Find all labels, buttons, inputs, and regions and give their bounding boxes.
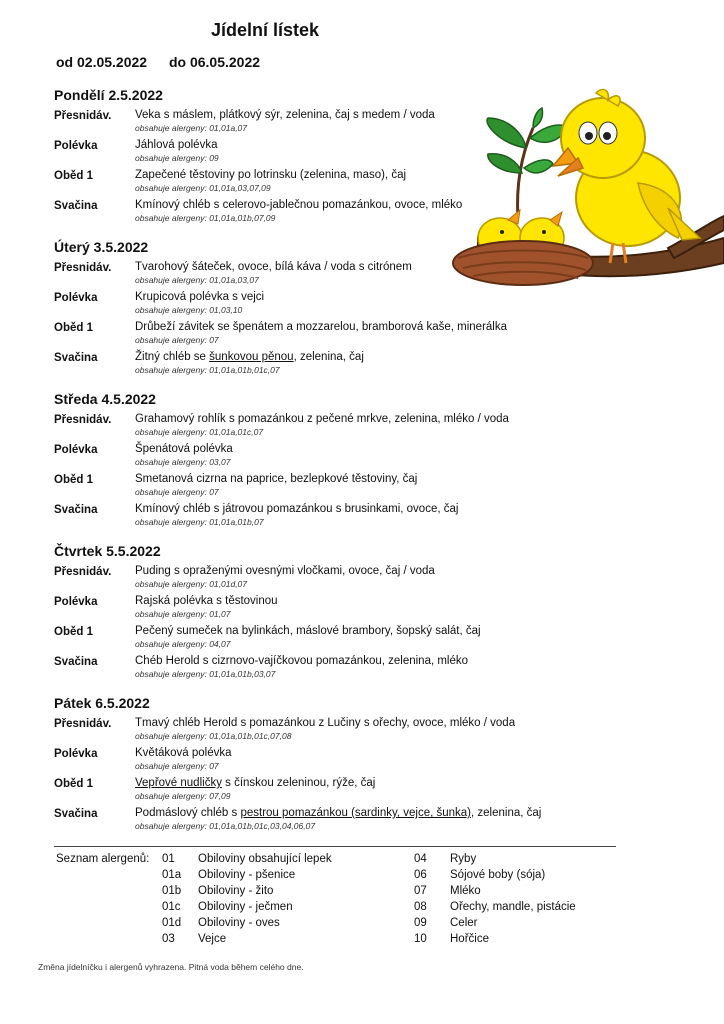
meal-allergens: obsahuje alergeny: 01,01a,01b,07,09: [135, 213, 276, 223]
day-block-thursday: [54, 543, 614, 685]
legend-code: 09: [414, 917, 427, 929]
day-title: Středa 4.5.2022: [54, 391, 156, 407]
meal-text: [135, 351, 364, 363]
meal-allergens: obsahuje alergeny: 04,07: [135, 639, 231, 649]
legend-name: Ořechy, mandle, pistácie: [450, 901, 576, 913]
meal-label: Oběd 1: [54, 474, 93, 486]
legend-label: Seznam alergenů:: [56, 853, 150, 865]
meal-allergens: obsahuje alergeny: 01,01a,01b,01c,03,04,06,07: [135, 821, 316, 831]
legend-code: 01b: [162, 885, 182, 897]
meal-text-part: , zelenina, čaj: [293, 351, 364, 363]
meal-label: Přesnidáv.: [54, 262, 112, 274]
legend-code: 08: [414, 901, 427, 913]
legend-column-1: [162, 853, 332, 949]
meal-text: [135, 777, 375, 789]
meal-text: Kmínový chléb s celerovo-jablečnou pomazánkou, ovoce, mléko: [135, 199, 463, 211]
meal-allergens: obsahuje alergeny: 01,03,10: [135, 305, 243, 315]
meal-label: Přesnidáv.: [54, 110, 112, 122]
meal-row: [54, 655, 614, 685]
meal-label: Oběd 1: [54, 322, 93, 334]
meal-text: Chéb Herold s cizrnovo-vajíčkovou pomazánkou, zelenina, mléko: [135, 655, 469, 667]
legend-name: Obiloviny obsahující lepek: [198, 853, 332, 865]
meal-text: Zapečené těstoviny po lotrinsku (zelenina, maso), čaj: [135, 169, 407, 181]
legend-code: 01a: [162, 869, 182, 881]
meal-allergens: obsahuje alergeny: 01,01a,03,07,09: [135, 183, 271, 193]
legend-item: [162, 917, 332, 933]
legend-item: [162, 869, 332, 885]
meal-label: Polévka: [54, 444, 98, 456]
meal-label: Polévka: [54, 748, 98, 760]
meal-label: Svačina: [54, 808, 98, 820]
meal-allergens: obsahuje alergeny: 07,09: [135, 791, 231, 801]
meal-row: [54, 503, 614, 533]
meal-allergens: obsahuje alergeny: 01,01d,07: [135, 579, 248, 589]
legend-name: Hořčice: [450, 933, 489, 945]
meal-row: [54, 291, 614, 321]
bird-nest-illustration: [438, 88, 724, 293]
legend-code: 07: [414, 885, 427, 897]
meal-text: Krupicová polévka s vejci: [135, 291, 265, 303]
meal-allergens: obsahuje alergeny: 01,01a,03,07: [135, 275, 259, 285]
meal-text: Jáhlová polévka: [135, 139, 218, 151]
legend-item: [414, 885, 576, 901]
legend-name: Mléko: [450, 885, 481, 897]
legend-divider: [54, 846, 616, 847]
meal-allergens: obsahuje alergeny: 01,01a,01c,07: [135, 427, 264, 437]
day-title: Úterý 3.5.2022: [54, 239, 149, 255]
meal-allergens: obsahuje alergeny: 01,07: [135, 609, 231, 619]
legend-column-2: [414, 853, 576, 949]
meal-allergens: obsahuje alergeny: 07: [135, 761, 219, 771]
meal-text-part: s čínskou zeleninou, rýže, čaj: [221, 777, 376, 789]
legend-item: [414, 933, 576, 949]
legend-code: 06: [414, 869, 427, 881]
legend-name: Vejce: [198, 933, 227, 945]
page-title: Jídelní lístek: [210, 20, 320, 40]
meal-row: [54, 321, 614, 351]
meal-allergens: obsahuje alergeny: 03,07: [135, 457, 231, 467]
meal-label: Svačina: [54, 656, 98, 668]
legend-item: [162, 933, 332, 949]
legend-name: Ryby: [450, 853, 477, 865]
meal-allergens: obsahuje alergeny: 01,01a,01b,03,07: [135, 669, 276, 679]
legend-item: [162, 901, 332, 917]
legend-name: Obiloviny - ječmen: [198, 901, 293, 913]
meal-allergens: obsahuje alergeny: 01,01a,01b,01c,07: [135, 365, 280, 375]
meal-allergens: obsahuje alergeny: 07: [135, 335, 219, 345]
legend-item: [414, 917, 576, 933]
date-range: [56, 54, 278, 70]
meal-allergens: obsahuje alergeny: 01,01a,07: [135, 123, 248, 133]
legend-item: [414, 901, 576, 917]
meal-row: [54, 473, 614, 503]
meal-label: Polévka: [54, 596, 98, 608]
meal-label: Oběd 1: [54, 778, 93, 790]
meal-text-underlined: pestrou pomazánkou (sardinky, vejce, šunka): [240, 807, 472, 819]
legend-code: 01c: [162, 901, 181, 913]
meal-allergens: obsahuje alergeny: 01,01a,01b,01c,07,08: [135, 731, 292, 741]
meal-text: Květáková polévka: [135, 747, 232, 759]
meal-row: [54, 717, 614, 747]
meal-text-part: Žitný chléb se: [135, 351, 210, 363]
meal-row: [54, 595, 614, 625]
meal-row: [54, 777, 614, 807]
meal-label: Oběd 1: [54, 626, 93, 638]
meal-text-underlined: šunkovou pěnou: [209, 351, 294, 363]
legend-item: [414, 853, 576, 869]
day-title: Pátek 6.5.2022: [54, 695, 150, 711]
meal-label: Svačina: [54, 352, 98, 364]
legend-item: [162, 885, 332, 901]
legend-code: 01: [162, 853, 175, 865]
meal-text: Grahamový rohlík s pomazánkou z pečené mrkve, zelenina, mléko / voda: [135, 413, 509, 425]
meal-row: [54, 747, 614, 777]
legend-name: Sójové boby (sója): [450, 869, 546, 881]
meal-text: Tmavý chléb Herold s pomazánkou z Lučiny s ořechy, ovoce, mléko / voda: [135, 717, 516, 729]
date-to: do 06.05.2022: [168, 54, 261, 70]
meal-row: [54, 443, 614, 473]
meal-text: Špenátová polévka: [135, 443, 233, 455]
meal-label: Přesnidáv.: [54, 566, 112, 578]
meal-text-part: , zelenina, čaj: [471, 807, 542, 819]
day-block-friday: [54, 695, 614, 837]
meal-text: Veka s máslem, plátkový sýr, zelenina, čaj s medem / voda: [135, 109, 435, 121]
day-title: Pondělí 2.5.2022: [54, 87, 163, 103]
legend-name: Celer: [450, 917, 478, 929]
footer-note: Změna jídelníčku i alergenů vyhrazena. Pitná voda během celého dne.: [38, 962, 304, 972]
meal-allergens: obsahuje alergeny: 09: [135, 153, 219, 163]
meal-text: Pečený sumeček na bylinkách, máslové brambory, šopský salát, čaj: [135, 625, 481, 637]
legend-item: [414, 869, 576, 885]
meal-allergens: obsahuje alergeny: 01,01a,01b,07: [135, 517, 264, 527]
meal-text: Tvarohový šáteček, ovoce, bílá káva / voda s citrónem: [135, 261, 412, 273]
meal-label: Svačina: [54, 504, 98, 516]
day-title: Čtvrtek 5.5.2022: [54, 543, 161, 559]
day-block-wednesday: [54, 391, 614, 533]
meal-label: Polévka: [54, 140, 98, 152]
legend-name: Obiloviny - oves: [198, 917, 280, 929]
meal-allergens: obsahuje alergeny: 07: [135, 487, 219, 497]
legend-code: 10: [414, 933, 427, 945]
meal-text: Drůbeží závitek se špenátem a mozzarelou, bramborová kaše, minerálka: [135, 321, 508, 333]
legend-item: [162, 853, 332, 869]
meal-text: Smetanová cizrna na paprice, bezlepkové těstoviny, čaj: [135, 473, 418, 485]
meal-row: [54, 565, 614, 595]
meal-label: Přesnidáv.: [54, 414, 112, 426]
meal-text: Kmínový chléb s játrovou pomazánkou s brusinkami, ovoce, čaj: [135, 503, 459, 515]
meal-text: Rajská polévka s těstovinou: [135, 595, 278, 607]
meal-row: [54, 351, 614, 381]
legend-name: Obiloviny - pšenice: [198, 869, 296, 881]
meal-label: Svačina: [54, 200, 98, 212]
meal-label: Oběd 1: [54, 170, 93, 182]
meal-row: [54, 625, 614, 655]
meal-text-underlined: Vepřové nudličky: [135, 777, 222, 789]
legend-name: Obiloviny - žito: [198, 885, 274, 897]
meal-row: [54, 807, 614, 837]
meal-text: Puding s opraženými ovesnými vločkami, ovoce, čaj / voda: [135, 565, 435, 577]
meal-row: [54, 413, 614, 443]
date-from: od 02.05.2022: [56, 54, 148, 70]
legend-code: 04: [414, 853, 427, 865]
meal-text-part: Podmáslový chléb s: [135, 807, 241, 819]
meal-label: Polévka: [54, 292, 98, 304]
legend-code: 03: [162, 933, 175, 945]
meal-label: Přesnidáv.: [54, 718, 112, 730]
legend-code: 01d: [162, 917, 182, 929]
meal-text: [135, 807, 541, 819]
